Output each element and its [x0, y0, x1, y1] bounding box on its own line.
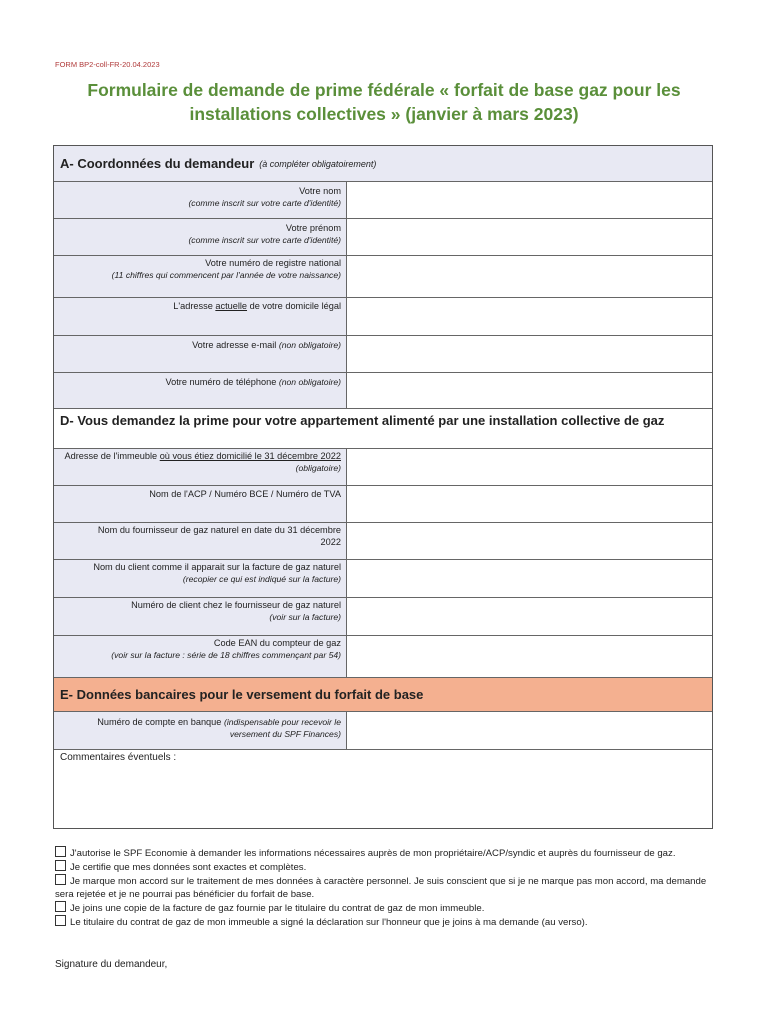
section-a-title: A- Coordonnées du demandeur: [60, 156, 255, 171]
label-prenom: Votre prénom: [285, 223, 341, 233]
email-field[interactable]: [347, 336, 712, 372]
row-client-numero: [54, 598, 712, 636]
label-ean: Code EAN du compteur de gaz: [213, 638, 341, 648]
label-immeuble-underline: où vous étiez domicilié le 31 décembre 2022: [159, 451, 341, 461]
registre-field[interactable]: [347, 256, 712, 297]
label-compte-sub: (indispensable pour recevoir le versement du SPF Finances): [223, 717, 341, 739]
checkbox-certifie-label: Je certifie que mes données sont exactes et complètes.: [70, 862, 307, 873]
checkbox-titulaire[interactable]: [55, 915, 66, 926]
label-client-nom: Nom du client comme il apparait sur la facture de gaz naturel: [93, 562, 341, 572]
client-numero-field[interactable]: [347, 598, 712, 635]
compte-field[interactable]: [347, 712, 712, 749]
label-nom-sub: (comme inscrit sur votre carte d'identité): [188, 197, 341, 208]
row-telephone: [54, 373, 712, 409]
row-immeuble: Adresse de l'immeuble où vous étiez domicilié le 31 décembre 2022 (obligatoire): [54, 449, 712, 486]
form-code: FORM BP2-coll-FR-20.04.2023: [55, 60, 160, 69]
checkbox-autorise[interactable]: [55, 846, 66, 857]
section-a-note: (à compléter obligatoirement): [259, 158, 377, 169]
label-telephone-sub: (non obligatoire): [278, 377, 341, 387]
title-line-1: Formulaire de demande de prime fédérale « forfait de base gaz pour les: [87, 80, 681, 100]
label-adresse-underline: actuelle: [215, 301, 248, 311]
signature-label: Signature du demandeur,: [55, 959, 168, 970]
label-client-numero-sub: (voir sur la facture): [269, 611, 341, 622]
ean-field[interactable]: [347, 636, 712, 677]
row-ean: [54, 636, 712, 677]
row-client-nom: [54, 560, 712, 598]
telephone-field[interactable]: [347, 373, 712, 408]
label-email-sub: (non obligatoire): [278, 340, 341, 350]
label-nom: Votre nom: [299, 186, 341, 196]
section-a-header: [54, 146, 712, 182]
immeuble-field[interactable]: [347, 449, 712, 485]
form-table: [53, 145, 713, 829]
checkbox-item: [55, 860, 719, 874]
label-registre: Votre numéro de registre national: [205, 258, 341, 268]
prenom-field[interactable]: [347, 219, 712, 255]
label-email: Votre adresse e-mail: [192, 340, 277, 350]
label-registre-sub: (11 chiffres qui commencent par l'année de votre naissance): [111, 269, 341, 280]
client-nom-field[interactable]: [347, 560, 712, 597]
label-client-nom-sub: (recopier ce qui est indiqué sur la facture): [182, 573, 341, 584]
checkbox-accord[interactable]: [55, 874, 66, 885]
label-ean-sub: (voir sur la facture : série de 18 chiffres commençant par 54): [111, 649, 341, 660]
checkbox-list: [55, 846, 719, 929]
label-prenom-sub: (comme inscrit sur votre carte d'identité): [188, 234, 341, 245]
row-acp: [54, 486, 712, 523]
row-adresse: L'adresse actuelle de votre domicile légal: [54, 298, 712, 336]
checkbox-titulaire-label: Le titulaire du contrat de gaz de mon immeuble a signé la déclaration sur l'honneur que je joins à ma demande (au verso).: [70, 917, 588, 928]
checkbox-accord-label: Je marque mon accord sur le traitement de mes données à caractère personnel. Je suis conscient que si je ne marque pas mon accord, ma demande sera rejetée et je ne pourrai pas bénéficier du forfait de base.: [55, 876, 707, 900]
section-d-header: [54, 409, 712, 449]
adresse-field[interactable]: [347, 298, 712, 335]
section-e-header: [54, 677, 712, 712]
nom-field[interactable]: [347, 182, 712, 218]
checkbox-certifie[interactable]: [55, 860, 66, 871]
label-immeuble-sub: (obligatoire): [295, 462, 341, 473]
checkbox-item: [55, 915, 719, 929]
checkbox-item: [55, 846, 719, 860]
row-compte: [54, 712, 712, 750]
page-title: [40, 78, 728, 126]
title-line-2: installations collectives » (janvier à mars 2023): [189, 104, 579, 124]
section-d-title: D- Vous demandez la prime pour votre appartement alimenté par une installation collective de gaz: [60, 413, 665, 428]
checkbox-item: [55, 874, 719, 901]
label-client-numero: Numéro de client chez le fournisseur de gaz naturel: [131, 600, 341, 610]
label-compte: Numéro de compte en banque: [97, 717, 222, 727]
fournisseur-field[interactable]: [347, 523, 712, 559]
checkbox-item: [55, 901, 719, 915]
row-registre: [54, 256, 712, 298]
label-telephone: Votre numéro de téléphone: [165, 377, 277, 387]
comments-label: Commentaires éventuels :: [60, 752, 177, 763]
checkbox-facture[interactable]: [55, 901, 66, 912]
label-fournisseur: Nom du fournisseur de gaz naturel en date du 31 décembre 2022: [97, 525, 341, 547]
row-email: [54, 336, 712, 373]
checkbox-facture-label: Je joins une copie de la facture de gaz fournie par le titulaire du contrat de gaz de mon immeuble.: [70, 903, 485, 914]
checkbox-autorise-label: J'autorise le SPF Economie à demander les informations nécessaires auprès de mon propriétaire/ACP/syndic et auprès du fournisseur de gaz.: [70, 848, 676, 859]
row-fournisseur: [54, 523, 712, 560]
comments-area[interactable]: [54, 750, 712, 828]
row-prenom: [54, 219, 712, 256]
section-e-title: E- Données bancaires pour le versement du forfait de base: [60, 687, 424, 702]
row-nom: [54, 182, 712, 219]
acp-field[interactable]: [347, 486, 712, 522]
label-acp: Nom de l'ACP / Numéro BCE / Numéro de TVA: [149, 489, 341, 499]
